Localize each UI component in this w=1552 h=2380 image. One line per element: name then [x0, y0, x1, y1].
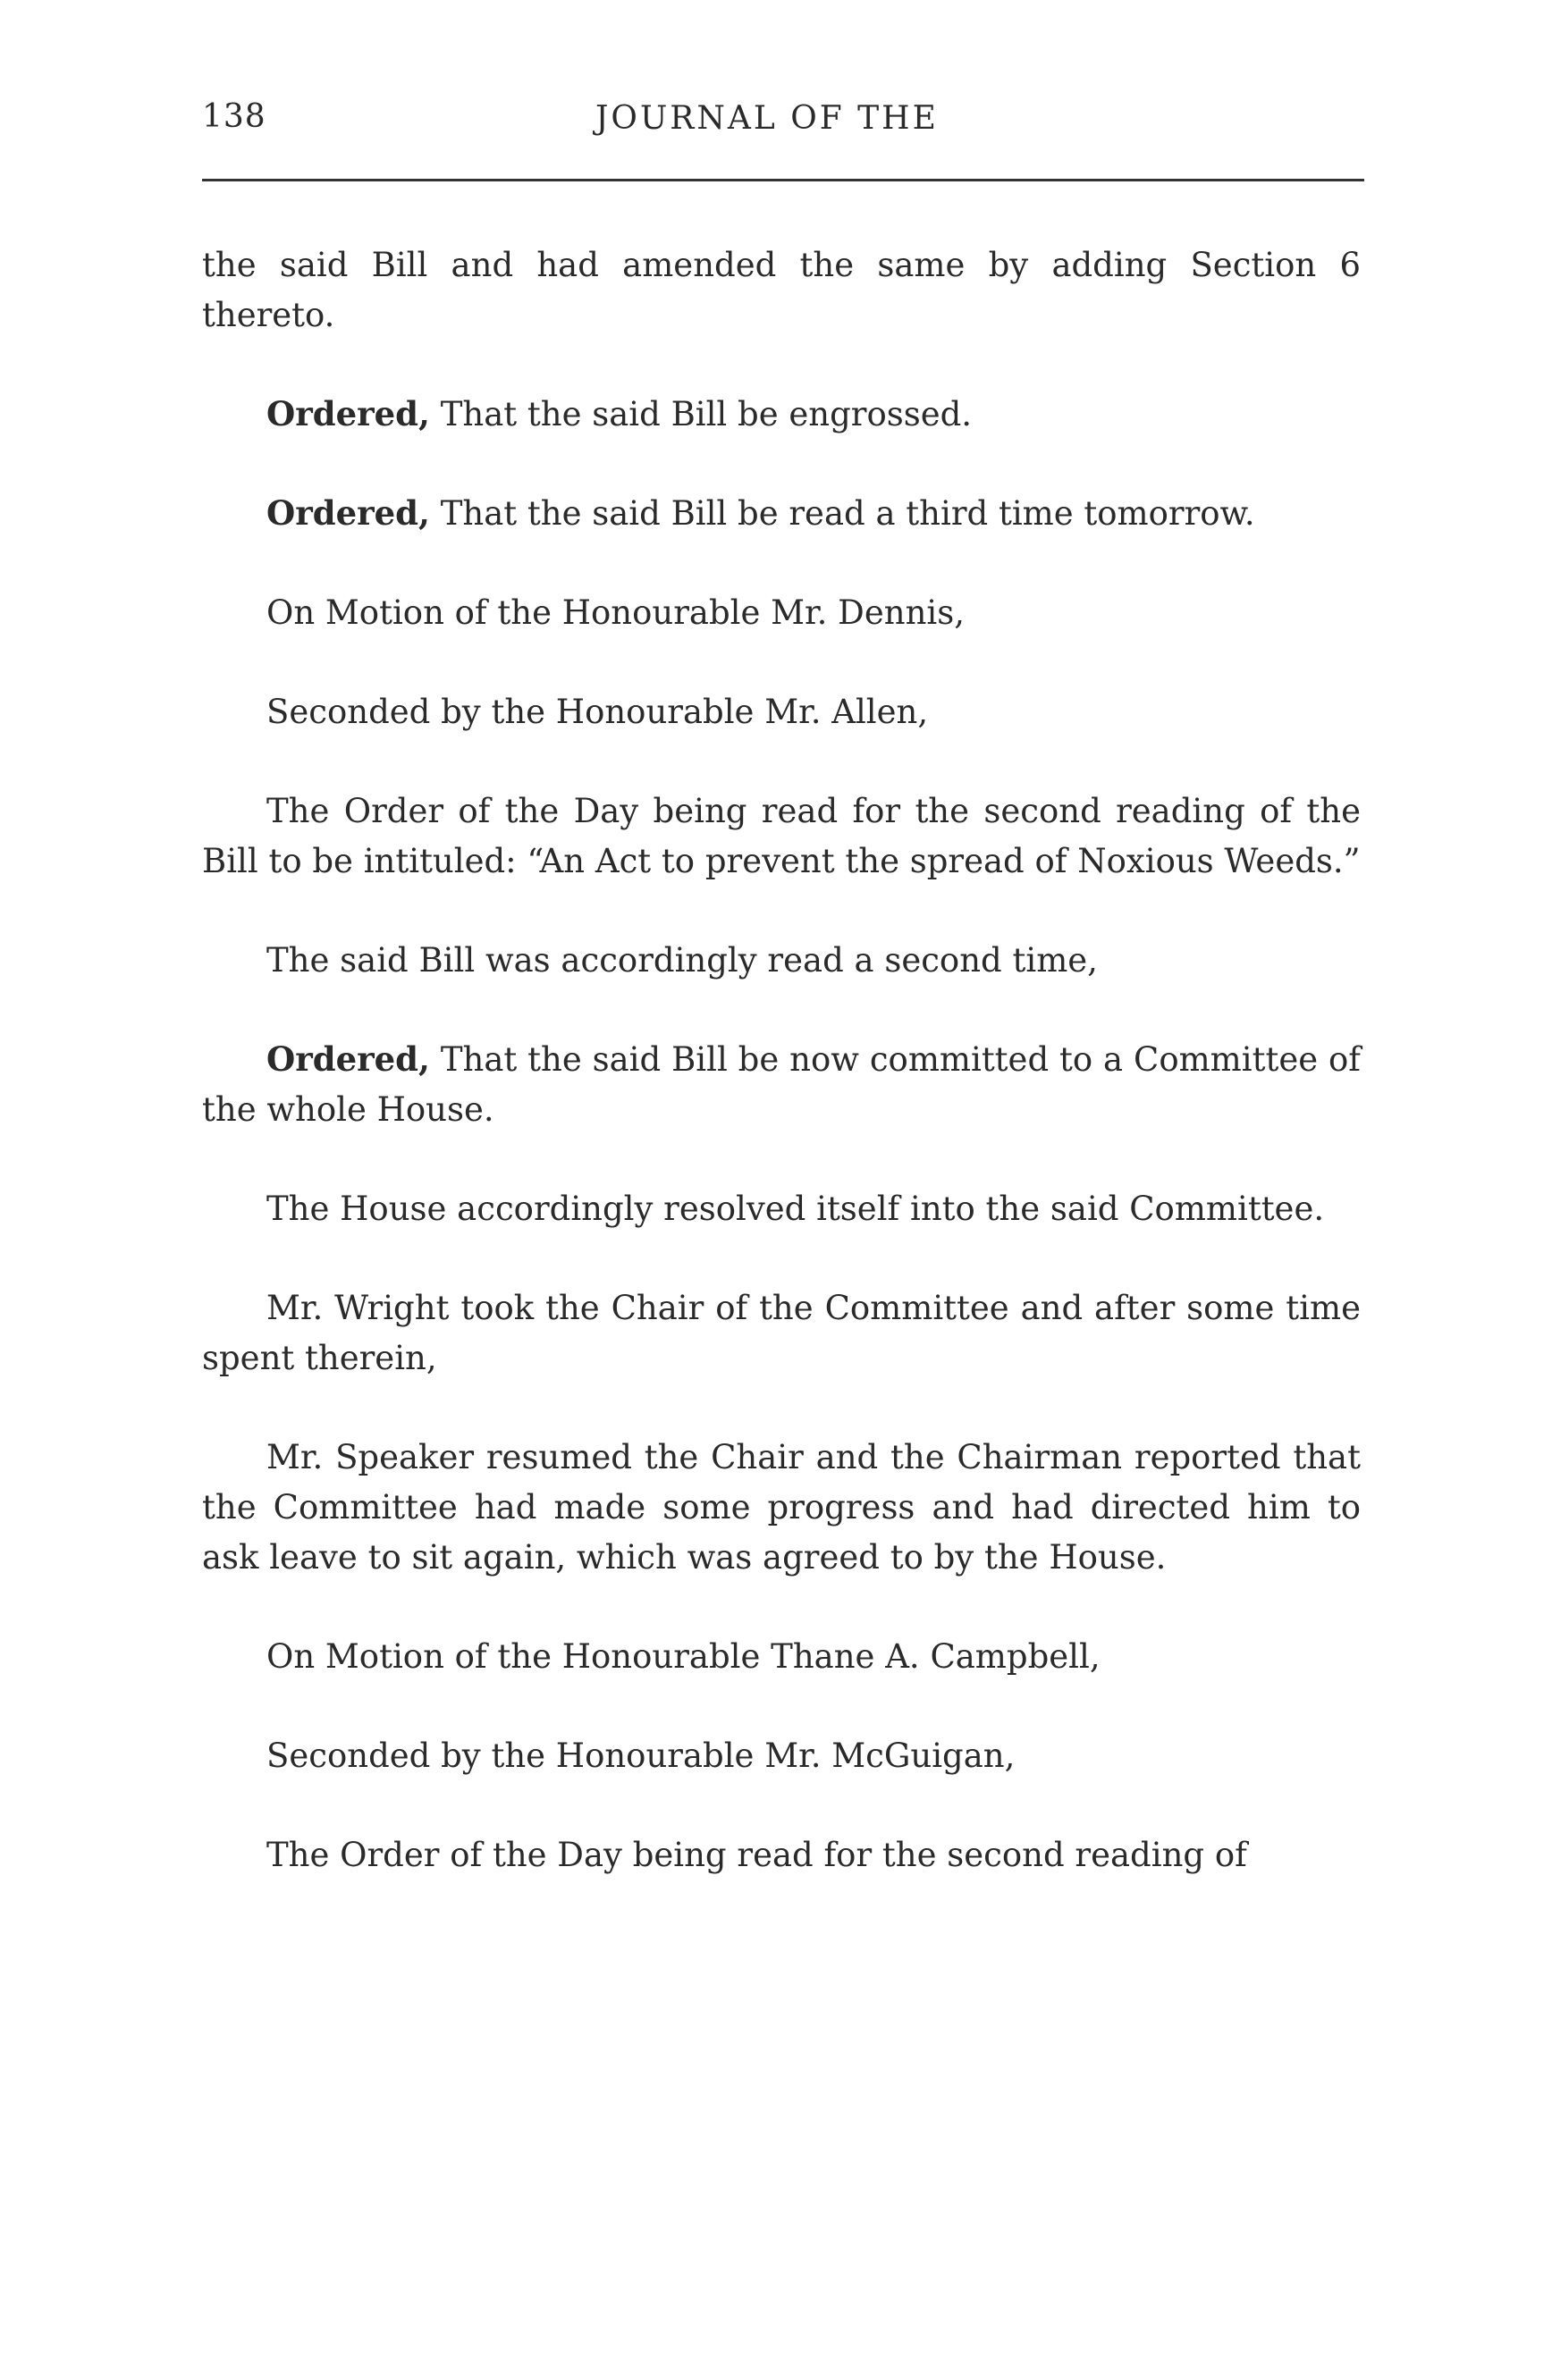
paragraph-motion: On Motion of the Honourable Mr. Dennis,	[266, 593, 965, 632]
ordered-label: Ordered,	[266, 493, 430, 533]
paragraph-second-reading: The said Bill was accordingly read a second time,	[266, 941, 1098, 980]
journal-body	[202, 240, 1361, 1929]
running-title: JOURNAL OF THE	[595, 100, 939, 137]
paragraph-speaker-resumed: Mr. Speaker resumed the Chair and the Chairman reported that the Committee had made some progress and had directed him to ask leave to sit again, which was agreed to by the House.	[202, 1438, 1361, 1577]
paragraph-order-of-day: The Order of the Day being read for the second reading of	[266, 1836, 1247, 1874]
paragraph-chair: Mr. Wright took the Chair of the Committee and after some time spent therein,	[202, 1289, 1361, 1377]
paragraph-continuation: the said Bill and had amended the same by adding Section 6 thereto.	[202, 246, 1361, 334]
paragraph-motion: On Motion of the Honourable Thane A. Campbell,	[266, 1637, 1101, 1676]
ordered-label: Ordered,	[266, 394, 430, 433]
paragraph-seconded: Seconded by the Honourable Mr. McGuigan,	[266, 1737, 1016, 1775]
paragraph-ordered-engrossed: Ordered, That the said Bill be engrossed.	[266, 394, 973, 433]
page-number: 138	[202, 98, 266, 135]
paragraph-ordered-committed: Ordered, That the said Bill be now committed to a Committee of the whole House.	[202, 1039, 1361, 1129]
paragraph-house-resolved: The House accordingly resolved itself into the said Committee.	[266, 1190, 1325, 1228]
ordered-label: Ordered,	[266, 1039, 430, 1079]
paragraph-seconded: Seconded by the Honourable Mr. Allen,	[266, 693, 929, 731]
header-rule	[202, 179, 1364, 181]
paragraph-ordered-third-reading: Ordered, That the said Bill be read a third time tomorrow.	[266, 493, 1255, 533]
paragraph-order-of-day: The Order of the Day being read for the second reading of the Bill to be intituled: “An Act to prevent the spread of Noxious Weeds.”	[202, 792, 1361, 880]
page-header	[202, 98, 1364, 143]
